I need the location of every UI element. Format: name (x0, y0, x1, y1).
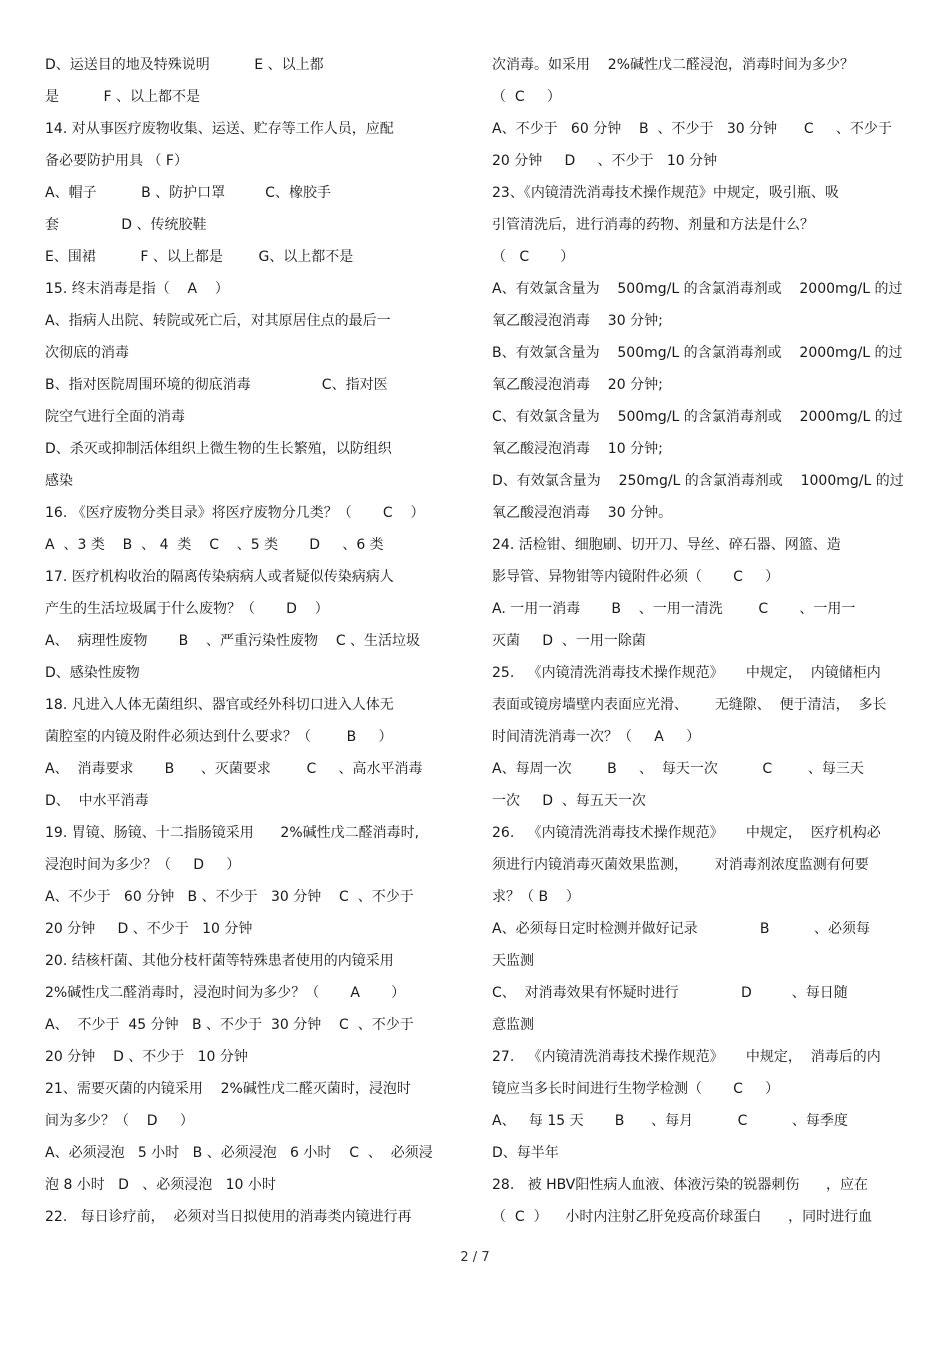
text-line: 间为多少？（ D ） (45, 1113, 194, 1129)
text-line: 灭菌 D 、一用一除菌 (492, 633, 646, 649)
text-line: 菌腔室的内镜及附件必须达到什么要求？（ B ） (45, 729, 393, 745)
text-line: 备必要防护用具 （ F） (45, 153, 188, 169)
text-line: 影导管、异物钳等内镜附件必须（ C ） (492, 569, 780, 585)
text-line: 浸泡时间为多少？（ D ） (45, 857, 241, 873)
text-line: 氧乙酸浸泡消毒 10 分钟; (492, 441, 663, 457)
text-line: 求？（ B ） (492, 889, 580, 905)
text-line: D、杀灭或抑制活体组织上微生物的生长繁殖，以防组织 (45, 441, 392, 457)
text-line: 次消毒。如采用 2%碱性戊二醛浸泡，消毒时间为多少？ (492, 57, 855, 73)
text-line: D、每半年 (492, 1145, 559, 1161)
text-line: A、 病理性废物 B 、严重污染性废物 C 、生活垃圾 (45, 633, 421, 649)
text-line: A、不少于 60 分钟 B 、不少于 30 分钟 C 、不少于 (492, 121, 892, 137)
text-line: 院空气进行全面的消毒 (45, 409, 185, 425)
text-line: 20. 结核杆菌、其他分枝杆菌等特殊患者使用的内镜采用 (45, 953, 394, 969)
text-line: A 、3 类 B 、 4 类 C 、5 类 D 、6 类 (45, 537, 384, 553)
text-line: A、有效氯含量为 500mg/L 的含氯消毒剂或 2000mg/L 的过 (492, 281, 903, 297)
text-line: 19. 胃镜、肠镜、十二指肠镜采用 2%碱性戊二醛消毒时, (45, 825, 420, 841)
text-line: B、指对医院周围环境的彻底消毒 C、指对医 (45, 377, 388, 393)
text-line: 天监测 (492, 953, 534, 969)
right-column (492, 49, 912, 1233)
text-line: A、不少于 60 分钟 B 、不少于 30 分钟 C 、不少于 (45, 889, 414, 905)
text-line: A、必须浸泡 5 小时 B 、必须浸泡 6 小时 C 、 必须浸 (45, 1145, 433, 1161)
text-line: A、每周一次 B 、 每天一次 C 、每三天 (492, 761, 864, 777)
text-line: （ C ） 小时内注射乙肝免疫高价球蛋白 ，同时进行血 (492, 1209, 873, 1225)
text-line: 氧乙酸浸泡消毒 30 分钟; (492, 313, 663, 329)
text-line: D、有效氯含量为 250mg/L 的含氯消毒剂或 1000mg/L 的过 (492, 473, 904, 489)
text-line: 20 分钟 D 、不少于 10 分钟 (45, 1049, 248, 1065)
text-line: E、围裙 F 、以上都是 G、以上都不是 (45, 249, 354, 265)
text-line: A、必须每日定时检测并做好记录 B 、必须每 (492, 921, 870, 937)
text-line: D、运送目的地及特殊说明 E 、以上都 (45, 57, 324, 73)
text-line: 氧乙酸浸泡消毒 20 分钟; (492, 377, 663, 393)
left-column (45, 49, 465, 1233)
text-line: 是 F 、以上都不是 (45, 89, 201, 105)
text-line: A、 不少于 45 分钟 B 、不少于 30 分钟 C 、不少于 (45, 1017, 414, 1033)
text-line: 感染 (45, 473, 73, 489)
text-line: 20 分钟 D 、不少于 10 分钟 (492, 153, 718, 169)
text-line: 14. 对从事医疗废物收集、运送、贮存等工作人员，应配 (45, 121, 394, 137)
text-line: 26. 《内镜清洗消毒技术操作规范》 中规定， 医疗机构必 (492, 825, 881, 841)
text-line: C、有效氯含量为 500mg/L 的含氯消毒剂或 2000mg/L 的过 (492, 409, 903, 425)
text-line: 意监测 (492, 1017, 534, 1033)
text-line: A、 每 15 天 B 、每月 C 、每季度 (492, 1113, 848, 1129)
text-line: 24. 活检钳、细胞刷、切开刀、导丝、碎石器、网篮、造 (492, 537, 841, 553)
text-line: 镜应当多长时间进行生物学检测（ C ） (492, 1081, 780, 1097)
text-line: A、帽子 B 、防护口罩 C、橡胶手 (45, 185, 331, 201)
text-line: 须进行内镜消毒灭菌效果监测， 对消毒剂浓度监测有何要 (492, 857, 869, 873)
text-line: 15. 终末消毒是指（ A ） (45, 281, 229, 297)
text-line: 27. 《内镜清洗消毒技术操作规范》 中规定， 消毒后的内 (492, 1049, 881, 1065)
text-line: A、 消毒要求 B 、灭菌要求 C 、高水平消毒 (45, 761, 423, 777)
text-line: 2%碱性戊二醛消毒时，浸泡时间为多少？（ A ） (45, 985, 406, 1001)
text-line: A. 一用一消毒 B 、一用一清洗 C 、一用一 (492, 601, 856, 617)
text-line: 18. 凡进入人体无菌组织、器官或经外科切口进入人体无 (45, 697, 394, 713)
text-line: 20 分钟 D 、不少于 10 分钟 (45, 921, 253, 937)
text-line: 16. 《医疗废物分类目录》将医疗废物分几类？（ C ） (45, 505, 425, 521)
text-line: （ C ） (492, 249, 575, 265)
text-line: 17. 医疗机构收治的隔离传染病病人或者疑似传染病病人 (45, 569, 394, 585)
text-line: 引管清洗后，进行消毒的药物、剂量和方法是什么？ (492, 217, 814, 233)
text-line: D、 中水平消毒 (45, 793, 149, 809)
text-line: 时间清洗消毒一次？（ A ） (492, 729, 701, 745)
text-line: A、指病人出院、转院或死亡后，对其原居住点的最后一 (45, 313, 391, 329)
text-line: 一次 D 、每五天一次 (492, 793, 646, 809)
text-line: （ C ） (492, 89, 561, 105)
text-line: 泡 8 小时 D 、必须浸泡 10 小时 (45, 1177, 276, 1193)
text-line: 产生的生活垃圾属于什么废物？（ D ） (45, 601, 329, 617)
page-number: 2 / 7 (460, 1250, 490, 1265)
text-line: 21、需要灭菌的内镜采用 2%碱性戊二醛灭菌时，浸泡时 (45, 1081, 411, 1097)
text-line: 23、《内镜清洗消毒技术操作规范》中规定，吸引瓶、吸 (492, 185, 839, 201)
text-line: 表面或镜房墙壁内表面应光滑、 无缝隙、 便于清洁， 多长 (492, 697, 887, 713)
text-line: 28. 被 HBV阳性病人血液、体液污染的锐器刺伤 ，应在 (492, 1177, 869, 1193)
text-line: 次彻底的消毒 (45, 345, 129, 361)
text-line: C、 对消毒效果有怀疑时进行 D 、每日随 (492, 985, 848, 1001)
text-line: D、感染性废物 (45, 665, 140, 681)
text-line: 22. 每日诊疗前， 必须对当日拟使用的消毒类内镜进行再 (45, 1209, 412, 1225)
text-line: B、有效氯含量为 500mg/L 的含氯消毒剂或 2000mg/L 的过 (492, 345, 903, 361)
text-line: 25. 《内镜清洗消毒技术操作规范》 中规定， 内镜储柜内 (492, 665, 881, 681)
text-line: 氧乙酸浸泡消毒 30 分钟。 (492, 505, 673, 521)
text-line: 套 D 、传统胶鞋 (45, 217, 207, 233)
